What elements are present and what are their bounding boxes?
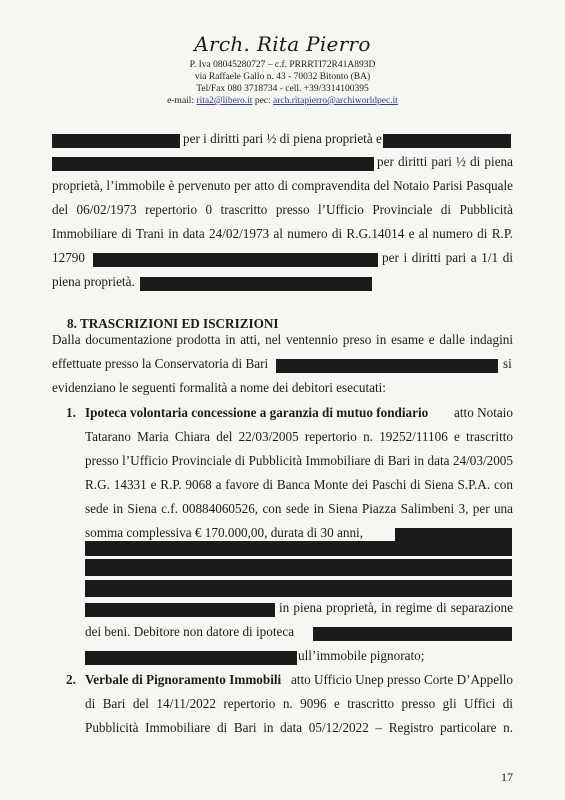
list-number: 2. (66, 672, 76, 687)
list-item-line (85, 672, 513, 688)
para1-line: proprietà, l’immobile è pervenuto per atto di compravendita del Notaio Parisi Pasquale (52, 178, 513, 193)
letterhead-address: via Raffaele Gallo n. 43 - 70032 Bitonto (BA) (194, 72, 371, 82)
para1-line: per i diritti pari a 1/1 di (382, 250, 513, 265)
redaction-bar (140, 277, 372, 291)
list-item-line: dei beni. Debitore non datore di ipoteca (85, 624, 295, 639)
section8-line: Dalla documentazione prodotta in atti, nel ventennio preso in esame e dalle indagini (52, 332, 513, 347)
item-text: atto Notaio (454, 405, 513, 420)
list-item-line: in piena proprietà, in regime di separazione (279, 600, 513, 615)
para1-line: piena proprietà. (52, 274, 135, 289)
redaction-bar (85, 603, 275, 617)
redaction-bar (313, 627, 512, 641)
redaction-bar (93, 253, 378, 267)
redaction-bar (383, 134, 511, 148)
para1-line: per diritti pari ½ di piena (377, 154, 513, 169)
redaction-bar (85, 651, 297, 665)
pec-link[interactable]: arch.ritapierro@archiworldpec.it (273, 96, 398, 106)
para1-line: per i diritti pari ½ di piena proprietà e (183, 131, 382, 146)
item-text: atto Ufficio Unep presso Corte D’Appello (290, 672, 513, 687)
pec-label: pec: (254, 96, 271, 106)
letterhead-contacts (0, 96, 565, 107)
redaction-bar (276, 359, 498, 373)
email-link[interactable]: rita2@libero.it (196, 96, 253, 106)
list-item-line: R.G. 14331 e R.P. 9068 a favore di Banca Monte dei Paschi di Siena S.P.A. con (85, 477, 513, 492)
redaction-bar (85, 580, 512, 597)
list-item-line: Pubblicità Immobiliare di Bari in data 05/12/2022 – Registro particolare n. (85, 720, 513, 735)
list-item-line: sede in Siena c.f. 00884060526, con sede in Siena Piazza Salimbeni 3, per una (85, 501, 513, 516)
section8-line: evidenziano le seguenti formalità a nome dei debitori esecutati: (52, 380, 386, 395)
page-number: 17 (501, 770, 513, 784)
list-item-line: ull’immobile pignorato; (298, 648, 425, 663)
list-item-line: di Bari del 14/11/2022 repertorio n. 9096 e trascritto presso gli Uffici di (85, 696, 513, 711)
redaction-bar (395, 528, 512, 542)
section-heading: 8. TRASCRIZIONI ED ISCRIZIONI (67, 316, 279, 331)
letterhead-piva: P. Iva 08045280727 – c.f. PRRRTI72R41A893D (189, 60, 376, 70)
letterhead-tel: Tel/Fax 080 3718734 - cell. +39/3314100395 (196, 84, 369, 94)
list-item-line: Tatarano Maria Chiara del 22/03/2005 repertorio n. 19252/11106 e trascritto (85, 429, 513, 444)
email-label: e-mail: (167, 96, 195, 106)
redaction-bar (85, 559, 512, 576)
para1-line: del 06/02/1973 repertorio 0 trascritto presso l’Ufficio Provinciale di Pubblicità (52, 202, 513, 217)
list-number: 1. (66, 405, 76, 420)
para1-line: 12790 (52, 250, 85, 265)
list-item-line: presso l’Ufficio Provinciale di Pubblicità Immobiliare di Bari in data 24/03/2005 (85, 453, 513, 468)
list-item-line (85, 405, 513, 421)
section8-line: si (503, 356, 512, 371)
redaction-bar (52, 134, 180, 148)
letterhead-name: Arch. Rita Pierro (194, 32, 371, 56)
item-title: Ipoteca volontaria concessione a garanzia di mutuo fondiario (85, 405, 429, 420)
item-title: Verbale di Pignoramento Immobili (85, 672, 282, 687)
para1-line: Immobiliare di Trani in data 24/02/1973 al numero di R.G.14014 e al numero di R.P. (52, 226, 513, 241)
list-item-line: somma complessiva € 170.000,00, durata di 30 anni, (85, 525, 363, 540)
redaction-bar (52, 157, 374, 171)
redaction-bar (85, 541, 512, 556)
section8-line: effettuate presso la Conservatoria di Bari (52, 356, 269, 371)
